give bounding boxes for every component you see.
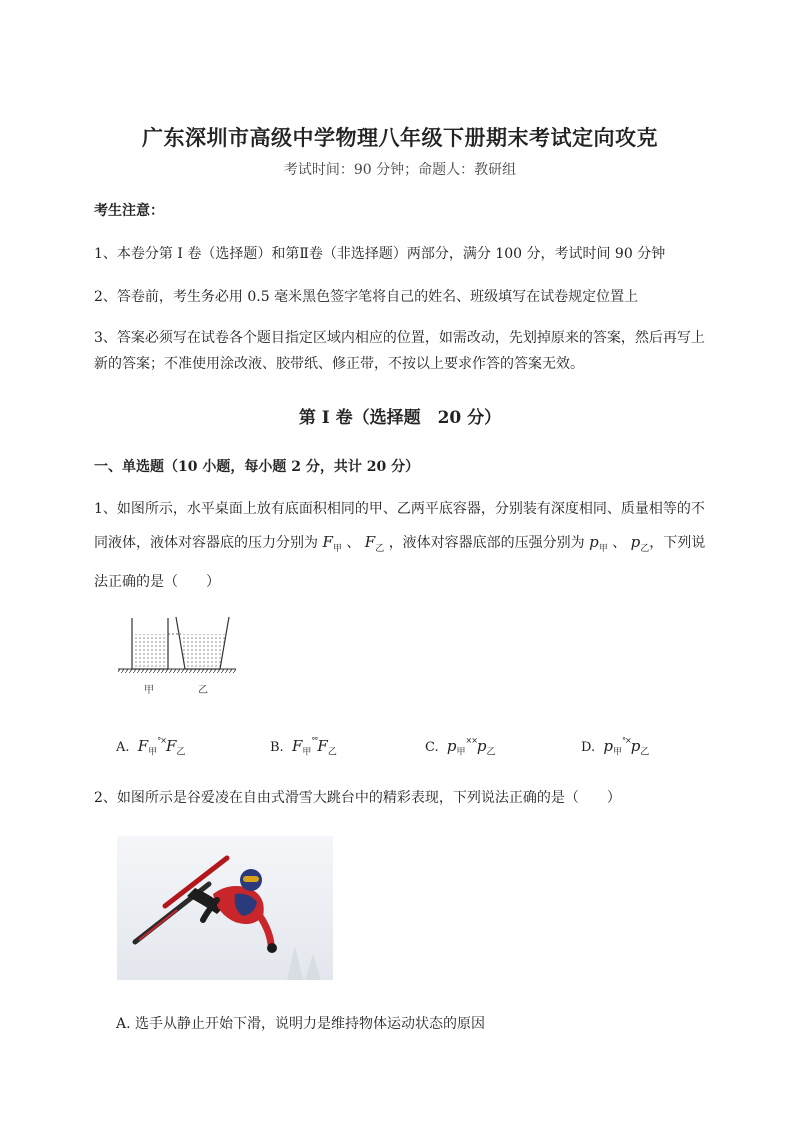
fig-label-yi: 乙: [198, 685, 208, 696]
skier-photo: [117, 836, 333, 980]
sub-yi: 乙: [176, 747, 186, 758]
section-title: 第 I 卷（选择题 20 分）: [298, 408, 502, 428]
exam-subtitle: 考试时间：90 分钟；命题人：教研组: [283, 162, 517, 178]
option-var: p: [630, 737, 641, 755]
container-yi-liquid: [180, 634, 226, 669]
sub-jia: 甲: [332, 543, 342, 554]
q1-text-a: 1、如图所示，水平桌面上放有底面积相同的甲、乙两平底容器，分别装有深度相同、质量相等的不同液体，液体对容器底的压力分别为: [94, 501, 705, 551]
sep: 、: [341, 535, 365, 551]
option-var: F: [137, 737, 149, 755]
sub-yi: 乙: [640, 747, 650, 758]
q1-option-b[interactable]: [270, 736, 337, 758]
skier-glove: [267, 943, 277, 953]
containers-figure: [110, 612, 245, 702]
sub-yi: 乙: [640, 543, 650, 554]
var-F-jia: F: [322, 533, 333, 551]
q1-text-b: ，液体对容器底部的压强分别为: [388, 535, 585, 551]
option-letter: A.: [116, 740, 130, 755]
q1-option-a[interactable]: [116, 736, 185, 758]
q1-option-d[interactable]: [581, 736, 649, 758]
sub-jia: 甲: [148, 747, 158, 758]
sub-yi: 乙: [375, 543, 385, 554]
relation-symbol: °×: [621, 736, 631, 745]
container-jia-liquid: [133, 634, 167, 669]
q1-text-c: ，下列说法正确的是（ ）: [94, 535, 706, 590]
fig-label-jia: 甲: [144, 685, 154, 696]
option-var: F: [291, 737, 303, 755]
option-var: p: [476, 737, 487, 755]
option-letter: C.: [425, 740, 439, 755]
notice-heading: 考生注意：: [94, 203, 164, 219]
notice-item-2: 2、答卷前，考生务必用 0.5 毫米黑色签字笔将自己的姓名、班级填写在试卷规定位置上: [94, 289, 639, 305]
sub-jia: 甲: [598, 543, 608, 554]
skier-goggles: [243, 876, 259, 882]
var-p-yi: p: [630, 533, 641, 551]
var-p-jia: p: [589, 533, 599, 551]
option-var: F: [317, 737, 328, 755]
option-var: p: [603, 737, 613, 755]
question-2-text: 2、如图所示是谷爱凌在自由式滑雪大跳台中的精彩表现，下列说法正确的是（ ）: [94, 790, 621, 806]
q1-option-c[interactable]: [425, 736, 496, 758]
q2-option-a[interactable]: A. 选手从静止开始下滑，说明力是维持物体运动状态的原因: [116, 1016, 486, 1032]
sub-jia: 甲: [456, 747, 466, 758]
var-F-yi: F: [364, 533, 376, 551]
option-letter: D.: [581, 740, 596, 755]
notice-item-1: 1、本卷分第 I 卷（选择题）和第Ⅱ卷（非选择题）两部分，满分 100 分，考试时间 90 分钟: [94, 246, 666, 262]
section-heading: 一、单选题（10 小题，每小题 2 分，共计 20 分）: [94, 459, 420, 475]
sep: 、: [607, 535, 631, 551]
option-letter: B.: [270, 740, 284, 755]
option-var: p: [446, 737, 457, 755]
sub-jia: 甲: [302, 747, 312, 758]
sub-jia: 甲: [612, 747, 622, 758]
sub-yi: 乙: [327, 747, 337, 758]
relation-symbol: °°: [311, 736, 318, 745]
relation-symbol: °×: [157, 736, 166, 745]
notice-item-3: 3、答案必须写在试卷各个题目指定区域内相应的位置，如需改动，先划掉原来的答案，然后再写上新的答案；不准使用涂改液、胶带纸、修正带，不按以上要求作答的答案无效。: [94, 330, 705, 372]
sub-yi: 乙: [486, 747, 496, 758]
relation-symbol: ××: [465, 736, 477, 745]
option-var: F: [165, 737, 177, 755]
exam-title: 广东深圳市高级中学物理八年级下册期末考试定向攻克: [142, 125, 658, 150]
question-1-text: [94, 493, 706, 599]
